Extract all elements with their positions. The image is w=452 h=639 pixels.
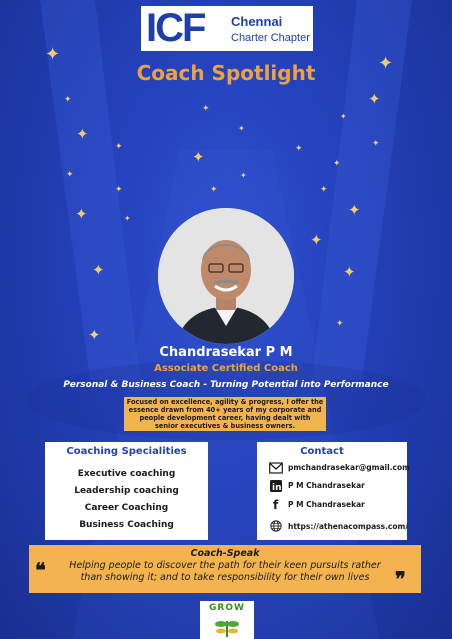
star-icon: ✦ [210, 185, 218, 195]
star-icon: ✦ [295, 144, 303, 154]
email-icon [269, 462, 283, 474]
star-icon: ✦ [115, 185, 123, 195]
coach-name: Chandrasekar P M [159, 345, 293, 360]
coach-speak-line: than showing it; and to take responsibility for their own lives [80, 572, 370, 583]
star-icon: ✦ [320, 185, 328, 195]
contact-email[interactable]: pmchandrasekar@gmail.com [288, 463, 410, 472]
focus-line: people development career, having dealt with [139, 414, 311, 422]
grow-logo [200, 601, 254, 639]
star-icon: ✦ [45, 44, 61, 65]
facebook-icon [269, 498, 283, 510]
focus-line: senior executives & business owners. [154, 422, 296, 430]
focus-line: essence drawn from 40+ years of my corporate and [128, 406, 322, 414]
coach-photo [158, 208, 294, 344]
star-icon: ✦ [92, 261, 105, 279]
star-icon: ✦ [124, 214, 131, 223]
speciality-item: Executive coaching [77, 469, 176, 479]
star-icon: ✦ [66, 170, 74, 180]
star-icon: ✦ [115, 142, 123, 152]
coach-speak-line: Helping people to discover the path for their keen pursuits rather [69, 560, 381, 571]
open-quote-icon: ❝ [35, 558, 46, 582]
star-icon: ✦ [202, 104, 210, 114]
coach-speak-banner [29, 545, 421, 593]
linkedin-icon [269, 480, 283, 492]
star-icon: ✦ [76, 125, 89, 143]
star-icon: ✦ [368, 90, 381, 108]
star-icon: ✦ [192, 148, 205, 166]
star-icon: ✦ [336, 319, 344, 329]
star-icon: ✦ [75, 205, 88, 223]
star-icon: ✦ [64, 95, 72, 105]
focus-statement [124, 397, 326, 431]
star-icon: ✦ [88, 326, 101, 344]
coach-speak-quote [51, 560, 399, 584]
grow-plant-icon [215, 615, 239, 637]
logo-city: Chennai [231, 14, 283, 29]
poster-title: Coach Spotlight [136, 61, 316, 85]
specialities-card [45, 442, 208, 540]
star-icon: ✦ [333, 159, 341, 169]
star-icon: ✦ [240, 171, 247, 180]
star-icon: ✦ [310, 231, 323, 249]
coach-tagline: Personal & Business Coach - Turning Potential into Performance [63, 380, 389, 390]
grow-logo-text: GROW [209, 603, 245, 613]
contact-card [257, 442, 410, 540]
speciality-item: Career Coaching [84, 503, 169, 513]
star-icon: ✦ [343, 263, 356, 281]
contact-website[interactable]: https://athenacompass.com/ [288, 522, 409, 531]
star-icon: ✦ [378, 53, 394, 74]
star-icon: ✦ [238, 124, 245, 133]
focus-line: Focused on excellence, agility & progress, I offer the [126, 398, 324, 406]
coach-speak-title: Coach-Speak [190, 548, 260, 559]
star-icon: ✦ [348, 201, 361, 219]
speciality-item: Leadership coaching [74, 486, 179, 496]
globe-icon [269, 520, 283, 532]
contact-title: Contact [300, 446, 344, 457]
speciality-item: Business Coaching [79, 520, 174, 530]
svg-text:in: in [272, 483, 282, 492]
icf-logo [141, 6, 313, 51]
logo-acronym: ICF [146, 6, 205, 50]
contact-linkedin[interactable]: P M Chandrasekar [288, 481, 365, 490]
coach-credential: Associate Certified Coach [154, 363, 298, 374]
contact-facebook[interactable]: P M Chandrasekar [288, 500, 365, 509]
star-icon: ✦ [340, 112, 347, 121]
specialities-title: Coaching Specialities [66, 446, 187, 457]
close-quote-icon: ❞ [395, 567, 406, 591]
logo-chapter: Charter Chapter [231, 32, 310, 44]
star-icon: ✦ [372, 139, 380, 149]
svg-text:f: f [273, 498, 279, 510]
